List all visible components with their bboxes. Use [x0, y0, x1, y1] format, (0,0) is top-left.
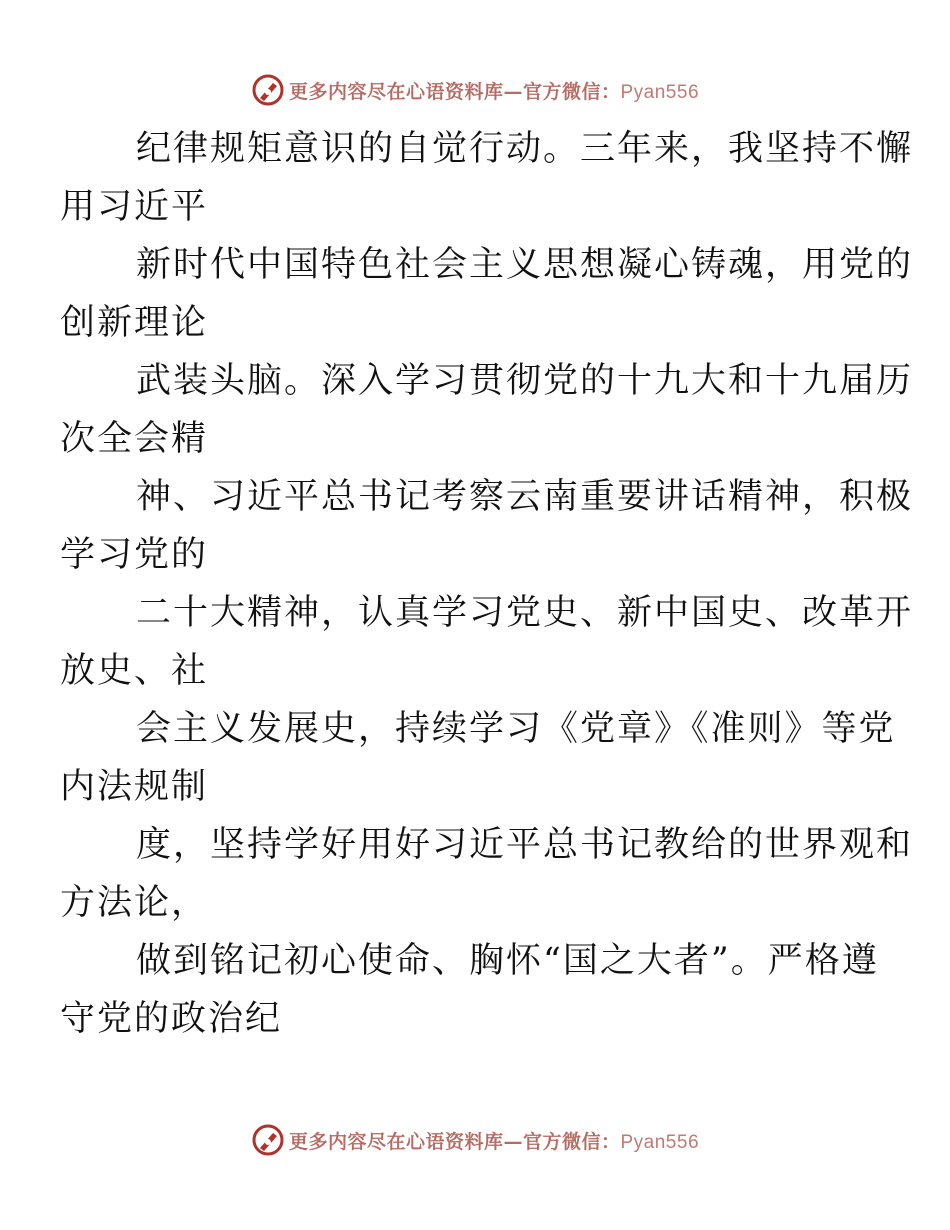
paragraph-line: 守党的政治纪	[60, 999, 283, 1039]
paragraph-line: 纪律规矩意识的自觉行动。三年来，我坚持不懈	[136, 129, 914, 169]
header-watermark	[0, 70, 950, 110]
document-body	[60, 120, 914, 1048]
paragraph	[60, 352, 914, 468]
paragraph	[60, 700, 896, 816]
paragraph-line: 新时代中国特色社会主义思想凝心铸魂，用党的	[136, 245, 914, 285]
paragraph-line: 内法规制	[60, 767, 209, 807]
paragraph-line: 次全会精	[60, 419, 209, 459]
watermark-text: 更多内容尽在心语资料库—官方微信：Pyan556	[288, 80, 700, 103]
footer-watermark	[0, 1120, 950, 1160]
pen-logo-icon	[251, 1123, 285, 1157]
paragraph-line: 学习党的	[60, 535, 209, 575]
paragraph-line: 度，坚持学好用好习近平总书记教给的世界观和	[136, 825, 914, 865]
paragraph	[60, 236, 914, 352]
paragraph	[60, 932, 879, 1048]
paragraph	[60, 584, 914, 700]
paragraph-line: 二十大精神，认真学习党史、新中国史、改革开	[136, 593, 914, 633]
paragraph-line: 武装头脑。深入学习贯彻党的十九大和十九届历	[136, 361, 914, 401]
paragraph-line: 用习近平	[60, 187, 209, 227]
watermark-text: 更多内容尽在心语资料库—官方微信：Pyan556	[288, 1130, 700, 1153]
pen-logo-icon	[251, 73, 285, 107]
paragraph-line: 方法论，	[60, 883, 209, 923]
paragraph-line: 神、习近平总书记考察云南重要讲话精神，积极	[136, 477, 914, 517]
paragraph	[60, 816, 914, 932]
paragraph-line: 会主义发展史，持续学习《党章》《准则》等党	[136, 709, 896, 749]
paragraph	[60, 468, 914, 584]
paragraph-line: 放史、社	[60, 651, 209, 691]
paragraph-line: 创新理论	[60, 303, 209, 343]
paragraph-line: 做到铭记初心使命、胸怀“国之大者”。严格遵	[136, 941, 879, 981]
watermark-account: Pyan556	[620, 1131, 700, 1153]
paragraph	[60, 120, 914, 236]
watermark-account: Pyan556	[620, 81, 700, 103]
